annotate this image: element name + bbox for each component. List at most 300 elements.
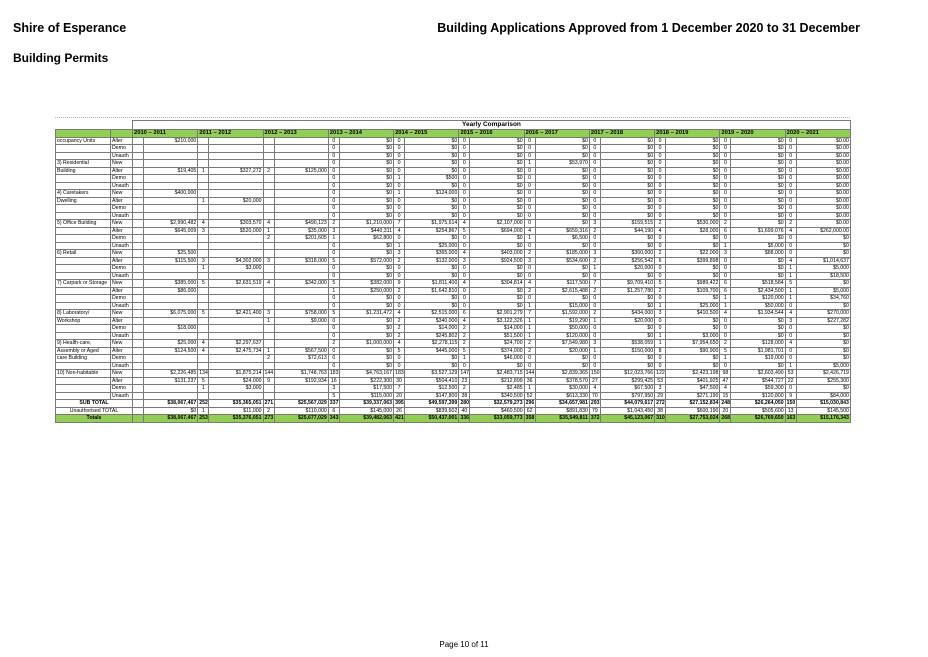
value-cell: $2,990,482 (144, 220, 198, 228)
count-cell: 0 (328, 325, 339, 333)
value-cell: $25,500 (144, 250, 198, 258)
count-cell (133, 160, 144, 168)
type-cell: New (111, 310, 133, 318)
value-cell: $14,000 (405, 325, 459, 333)
value-cell: $0 (470, 362, 524, 370)
value-cell (209, 212, 263, 220)
category-cell: 3) Residential (56, 160, 111, 168)
count-cell: 0 (655, 362, 666, 370)
count-cell: 0 (328, 332, 339, 340)
value-cell: $342,000 (274, 280, 328, 288)
count-cell: 0 (785, 167, 796, 175)
value-cell: $374,000 (470, 347, 524, 355)
table-row (56, 235, 851, 243)
value-cell: $15,176,343 (796, 415, 850, 423)
count-cell: 62 (524, 407, 535, 415)
value-cell: $0 (666, 190, 720, 198)
value-cell: $0 (470, 197, 524, 205)
count-cell: 0 (459, 190, 470, 198)
value-cell: $1,014,637 (796, 257, 850, 265)
count-cell: 0 (328, 212, 339, 220)
value-cell (144, 362, 198, 370)
count-cell: 0 (655, 182, 666, 190)
count-cell: 0 (328, 272, 339, 280)
value-cell: $88,000 (731, 250, 785, 258)
value-cell: $262,000.00 (796, 227, 850, 235)
count-cell: 1 (394, 242, 405, 250)
count-cell: 0 (459, 175, 470, 183)
value-cell: $399,898 (666, 257, 720, 265)
value-cell (274, 295, 328, 303)
count-cell: 0 (589, 205, 600, 213)
value-cell: $20,000 (209, 197, 263, 205)
type-cell: New (111, 340, 133, 348)
value-cell: $1,043,450 (600, 407, 654, 415)
count-cell: 3 (589, 220, 600, 228)
count-cell: 4 (459, 250, 470, 258)
value-cell: $0 (535, 175, 589, 183)
value-cell: $25,000 (405, 242, 459, 250)
count-cell: 7 (394, 385, 405, 393)
table-row (56, 362, 851, 370)
count-cell: 0 (785, 347, 796, 355)
count-cell (198, 287, 209, 295)
value-cell: $410,500 (666, 310, 720, 318)
count-cell: 0 (524, 145, 535, 153)
value-cell: $0 (470, 182, 524, 190)
value-cell: $24,000 (209, 377, 263, 385)
count-cell (133, 340, 144, 348)
count-cell (263, 295, 274, 303)
count-cell: 0 (394, 355, 405, 363)
value-cell: $26,264,050 (731, 400, 785, 408)
value-cell: $0 (405, 235, 459, 243)
count-cell: 0 (785, 137, 796, 145)
count-cell: 4 (459, 220, 470, 228)
value-cell: $0 (470, 190, 524, 198)
count-cell: 358 (525, 415, 535, 421)
value-cell: $0 (470, 265, 524, 273)
value-cell (144, 295, 198, 303)
count-cell: 70 (589, 392, 600, 400)
value-cell: $0 (470, 160, 524, 168)
value-cell: $0 (535, 212, 589, 220)
value-cell: $0 (470, 287, 524, 295)
value-cell (274, 392, 328, 400)
table-row (56, 242, 851, 250)
value-cell: $0 (405, 152, 459, 160)
count-cell: 30 (394, 377, 405, 385)
value-cell: $34,760 (796, 295, 850, 303)
count-cell: 20 (394, 392, 405, 400)
count-cell: 272 (656, 400, 665, 406)
count-cell: 6 (655, 257, 666, 265)
value-cell: $0 (535, 152, 589, 160)
value-cell: $0 (470, 152, 524, 160)
value-cell (274, 160, 328, 168)
value-cell: $0 (666, 197, 720, 205)
count-cell: 98 (720, 370, 731, 378)
value-cell: $0 (731, 205, 785, 213)
subtotal-row (56, 400, 851, 408)
count-cell: 0 (589, 182, 600, 190)
value-cell: $67,500 (600, 385, 654, 393)
count-cell: 296 (525, 400, 535, 406)
count-cell (263, 197, 274, 205)
value-cell: $5,000 (731, 242, 785, 250)
count-cell: 0 (785, 205, 796, 213)
type-cell: Alter (111, 347, 133, 355)
value-cell: $0 (666, 355, 720, 363)
count-cell: 6 (328, 407, 339, 415)
count-cell: 2 (394, 317, 405, 325)
value-cell: $35,000 (274, 227, 328, 235)
count-cell (133, 385, 144, 393)
count-cell: 0 (328, 145, 339, 153)
count-cell: 52 (524, 392, 535, 400)
category-cell (56, 205, 111, 213)
count-cell: 0 (785, 212, 796, 220)
value-cell: $0 (470, 295, 524, 303)
value-cell (209, 362, 263, 370)
count-cell: 3 (720, 250, 731, 258)
value-cell (144, 160, 198, 168)
count-cell: 0 (394, 302, 405, 310)
count-cell (133, 415, 144, 423)
table-row (56, 392, 851, 400)
value-cell: $254,867 (405, 227, 459, 235)
count-cell: 4 (394, 310, 405, 318)
value-cell (274, 137, 328, 145)
value-cell: $0 (731, 167, 785, 175)
value-cell: $38,067,467 (144, 400, 198, 408)
count-cell: 0 (524, 167, 535, 175)
count-cell: 0 (459, 167, 470, 175)
value-cell: $115,500 (144, 257, 198, 265)
value-cell: $120,800 (731, 392, 785, 400)
value-cell: $340,000 (405, 317, 459, 325)
count-cell: 0 (394, 152, 405, 160)
value-cell: $0 (405, 197, 459, 205)
count-cell: 0 (459, 137, 470, 145)
value-cell (144, 205, 198, 213)
count-cell: 0 (394, 197, 405, 205)
value-cell: $0 (339, 302, 393, 310)
value-cell: $0 (796, 340, 850, 348)
value-cell: $0 (666, 295, 720, 303)
value-cell: $9,000 (274, 317, 328, 325)
count-cell (133, 242, 144, 250)
table-row (56, 182, 851, 190)
value-cell (274, 205, 328, 213)
value-cell: $17,500 (339, 385, 393, 393)
type-cell: Unauth (111, 152, 133, 160)
value-cell: $1,592,000 (535, 310, 589, 318)
count-cell (133, 175, 144, 183)
count-cell: 53 (655, 377, 666, 385)
value-cell: $0 (600, 167, 654, 175)
count-cell (198, 175, 209, 183)
value-cell: $613,330 (535, 392, 589, 400)
count-cell: 1 (524, 302, 535, 310)
count-cell (263, 242, 274, 250)
count-cell: 0 (524, 355, 535, 363)
value-cell: $0 (405, 205, 459, 213)
count-cell: 1 (524, 332, 535, 340)
count-cell (263, 332, 274, 340)
value-cell: $0 (731, 265, 785, 273)
table-row (56, 205, 851, 213)
value-cell: $318,000 (274, 257, 328, 265)
count-cell: 0 (589, 325, 600, 333)
count-cell (133, 295, 144, 303)
value-cell (209, 287, 263, 295)
value-cell: $125,000 (274, 167, 328, 175)
count-cell: 183 (395, 370, 404, 376)
value-cell (274, 325, 328, 333)
type-cell: New (111, 190, 133, 198)
value-cell: $0 (666, 137, 720, 145)
count-cell: 1 (720, 302, 731, 310)
count-cell: 0 (459, 302, 470, 310)
count-cell: 0 (720, 325, 731, 333)
count-cell: 5 (785, 280, 796, 288)
count-cell (198, 302, 209, 310)
count-cell: 252 (199, 400, 208, 406)
value-cell: $2,901,279 (470, 310, 524, 318)
value-cell: $0 (535, 355, 589, 363)
value-cell: $0 (600, 355, 654, 363)
count-cell: 0 (589, 242, 600, 250)
value-cell: $0.00 (796, 167, 850, 175)
value-cell: $0 (600, 205, 654, 213)
count-cell: 0 (785, 385, 796, 393)
count-cell: 38 (459, 392, 470, 400)
value-cell: $538,059 (600, 340, 654, 348)
value-cell: $572,000 (339, 257, 393, 265)
category-cell (56, 302, 111, 310)
count-cell (263, 175, 274, 183)
count-cell (133, 317, 144, 325)
count-cell: 5 (655, 280, 666, 288)
count-cell: 0 (655, 325, 666, 333)
value-cell: $117,500 (535, 280, 589, 288)
value-cell: $505,600 (731, 407, 785, 415)
table-row (56, 317, 851, 325)
count-cell: 0 (328, 190, 339, 198)
year-header: 2017 – 2018 (589, 130, 654, 138)
value-cell: $0.00 (796, 190, 850, 198)
value-cell: $47,500 (666, 385, 720, 393)
count-cell (133, 145, 144, 153)
count-cell (133, 325, 144, 333)
type-cell: Unauth (111, 332, 133, 340)
count-cell (133, 152, 144, 160)
value-cell: $145,500 (796, 407, 850, 415)
value-cell: $0 (600, 152, 654, 160)
count-cell: 273 (264, 415, 274, 421)
count-cell: 2 (589, 227, 600, 235)
value-cell: $19,405 (144, 167, 198, 175)
count-cell: 1 (720, 242, 731, 250)
count-cell: 1 (524, 325, 535, 333)
value-cell: $0 (731, 325, 785, 333)
value-cell (144, 182, 198, 190)
count-cell (133, 370, 144, 378)
value-cell: $38,067,467 (144, 415, 198, 423)
count-cell: 2 (394, 325, 405, 333)
category-cell: 7) Carpark or Storage (56, 280, 111, 288)
value-cell: $0 (666, 317, 720, 325)
value-cell: $0 (339, 197, 393, 205)
count-cell: 0 (655, 145, 666, 153)
count-cell: 3 (524, 257, 535, 265)
category-cell: occupancy Units (56, 137, 111, 145)
type-cell: Demo (111, 175, 133, 183)
count-cell: 0 (394, 212, 405, 220)
count-cell (133, 355, 144, 363)
count-cell: 3 (198, 257, 209, 265)
count-cell: 280 (460, 400, 469, 406)
type-cell: Demo (111, 205, 133, 213)
value-cell: $0 (339, 160, 393, 168)
count-cell: 6 (720, 287, 731, 295)
value-cell: $530,000 (666, 220, 720, 228)
value-cell (209, 205, 263, 213)
count-cell: 337 (329, 400, 339, 406)
value-cell: $1,811,400 (405, 280, 459, 288)
value-cell: $44,190 (600, 227, 654, 235)
count-cell (263, 385, 274, 393)
count-cell: 0 (720, 235, 731, 243)
category-cell: 10) Non-habitable (56, 370, 111, 378)
value-cell: $0 (796, 242, 850, 250)
count-cell: 248 (721, 400, 731, 406)
count-cell (198, 250, 209, 258)
value-cell: $212,899 (470, 377, 524, 385)
category-cell (56, 235, 111, 243)
value-cell: $440,311 (339, 227, 393, 235)
count-cell: 2 (655, 220, 666, 228)
count-cell: 0 (589, 332, 600, 340)
count-cell: 16 (328, 377, 339, 385)
count-cell: 3 (655, 310, 666, 318)
value-cell: $403,000 (470, 250, 524, 258)
value-cell: $270,000 (796, 310, 850, 318)
count-cell: 0 (785, 160, 796, 168)
count-cell: 0 (328, 205, 339, 213)
value-cell (274, 385, 328, 393)
count-cell: 0 (394, 182, 405, 190)
value-cell: $0 (339, 265, 393, 273)
count-cell: 1 (655, 340, 666, 348)
count-cell: 1 (720, 355, 731, 363)
type-cell: Alter (111, 197, 133, 205)
count-cell: 3 (785, 317, 796, 325)
count-cell: 0 (394, 205, 405, 213)
value-cell: $1,210,000 (339, 220, 393, 228)
value-cell (144, 265, 198, 273)
category-cell (56, 265, 111, 273)
count-cell: 4 (198, 340, 209, 348)
count-cell: 1 (198, 385, 209, 393)
count-cell (133, 272, 144, 280)
value-cell: $7,954,650 (666, 340, 720, 348)
count-cell: 0 (328, 250, 339, 258)
count-cell: 3 (459, 257, 470, 265)
count-cell: 0 (524, 295, 535, 303)
count-cell: 0 (785, 182, 796, 190)
value-cell: $567,500 (274, 347, 328, 355)
count-cell: 0 (459, 265, 470, 273)
count-cell: 36 (524, 377, 535, 385)
count-cell: 0 (328, 175, 339, 183)
count-cell (263, 362, 274, 370)
value-cell: $460,500 (470, 407, 524, 415)
count-cell: 2 (459, 340, 470, 348)
value-cell: $27,152,834 (666, 400, 720, 408)
count-cell (198, 190, 209, 198)
count-cell: 4 (785, 257, 796, 265)
count-cell: 22 (785, 377, 796, 385)
value-cell: $0 (405, 212, 459, 220)
value-cell: $20,000 (535, 347, 589, 355)
value-cell: $303,570 (209, 220, 263, 228)
value-cell: $256,542 (600, 257, 654, 265)
type-cell: Alter (111, 317, 133, 325)
value-cell: $12,500 (405, 385, 459, 393)
value-cell: $0 (600, 175, 654, 183)
count-cell: 4 (785, 340, 796, 348)
count-cell: 0 (524, 137, 535, 145)
count-cell: 1 (328, 235, 339, 243)
value-cell (274, 272, 328, 280)
count-cell: 395 (395, 400, 404, 406)
count-cell: 0 (459, 235, 470, 243)
count-cell (198, 317, 209, 325)
value-cell: $0 (535, 205, 589, 213)
count-cell: 29 (655, 392, 666, 400)
value-cell (209, 242, 263, 250)
count-cell: 9 (394, 280, 405, 288)
count-cell: 0 (720, 160, 731, 168)
value-cell (274, 340, 328, 348)
value-cell: $7,549,980 (535, 340, 589, 348)
count-cell: 2 (524, 347, 535, 355)
count-cell: 79 (589, 407, 600, 415)
value-cell (209, 190, 263, 198)
count-cell: 1 (394, 190, 405, 198)
count-cell: 5 (198, 280, 209, 288)
count-cell: 0 (720, 317, 731, 325)
count-cell: 0 (459, 287, 470, 295)
count-cell: 2 (720, 340, 731, 348)
category-cell (56, 377, 111, 385)
value-cell: $0 (600, 235, 654, 243)
count-cell: 0 (394, 167, 405, 175)
value-cell: $445,000 (405, 347, 459, 355)
value-cell: $520,000 (209, 227, 263, 235)
value-cell: $124,000 (405, 190, 459, 198)
value-cell: $5,000 (796, 265, 850, 273)
value-cell: $159,515 (600, 220, 654, 228)
table-row (56, 257, 851, 265)
value-cell: $0 (470, 137, 524, 145)
category-cell: 6) Retail (56, 250, 111, 258)
value-cell: $25,567,029 (274, 400, 328, 408)
value-cell: $11,000 (209, 407, 263, 415)
value-cell: $14,000 (470, 325, 524, 333)
